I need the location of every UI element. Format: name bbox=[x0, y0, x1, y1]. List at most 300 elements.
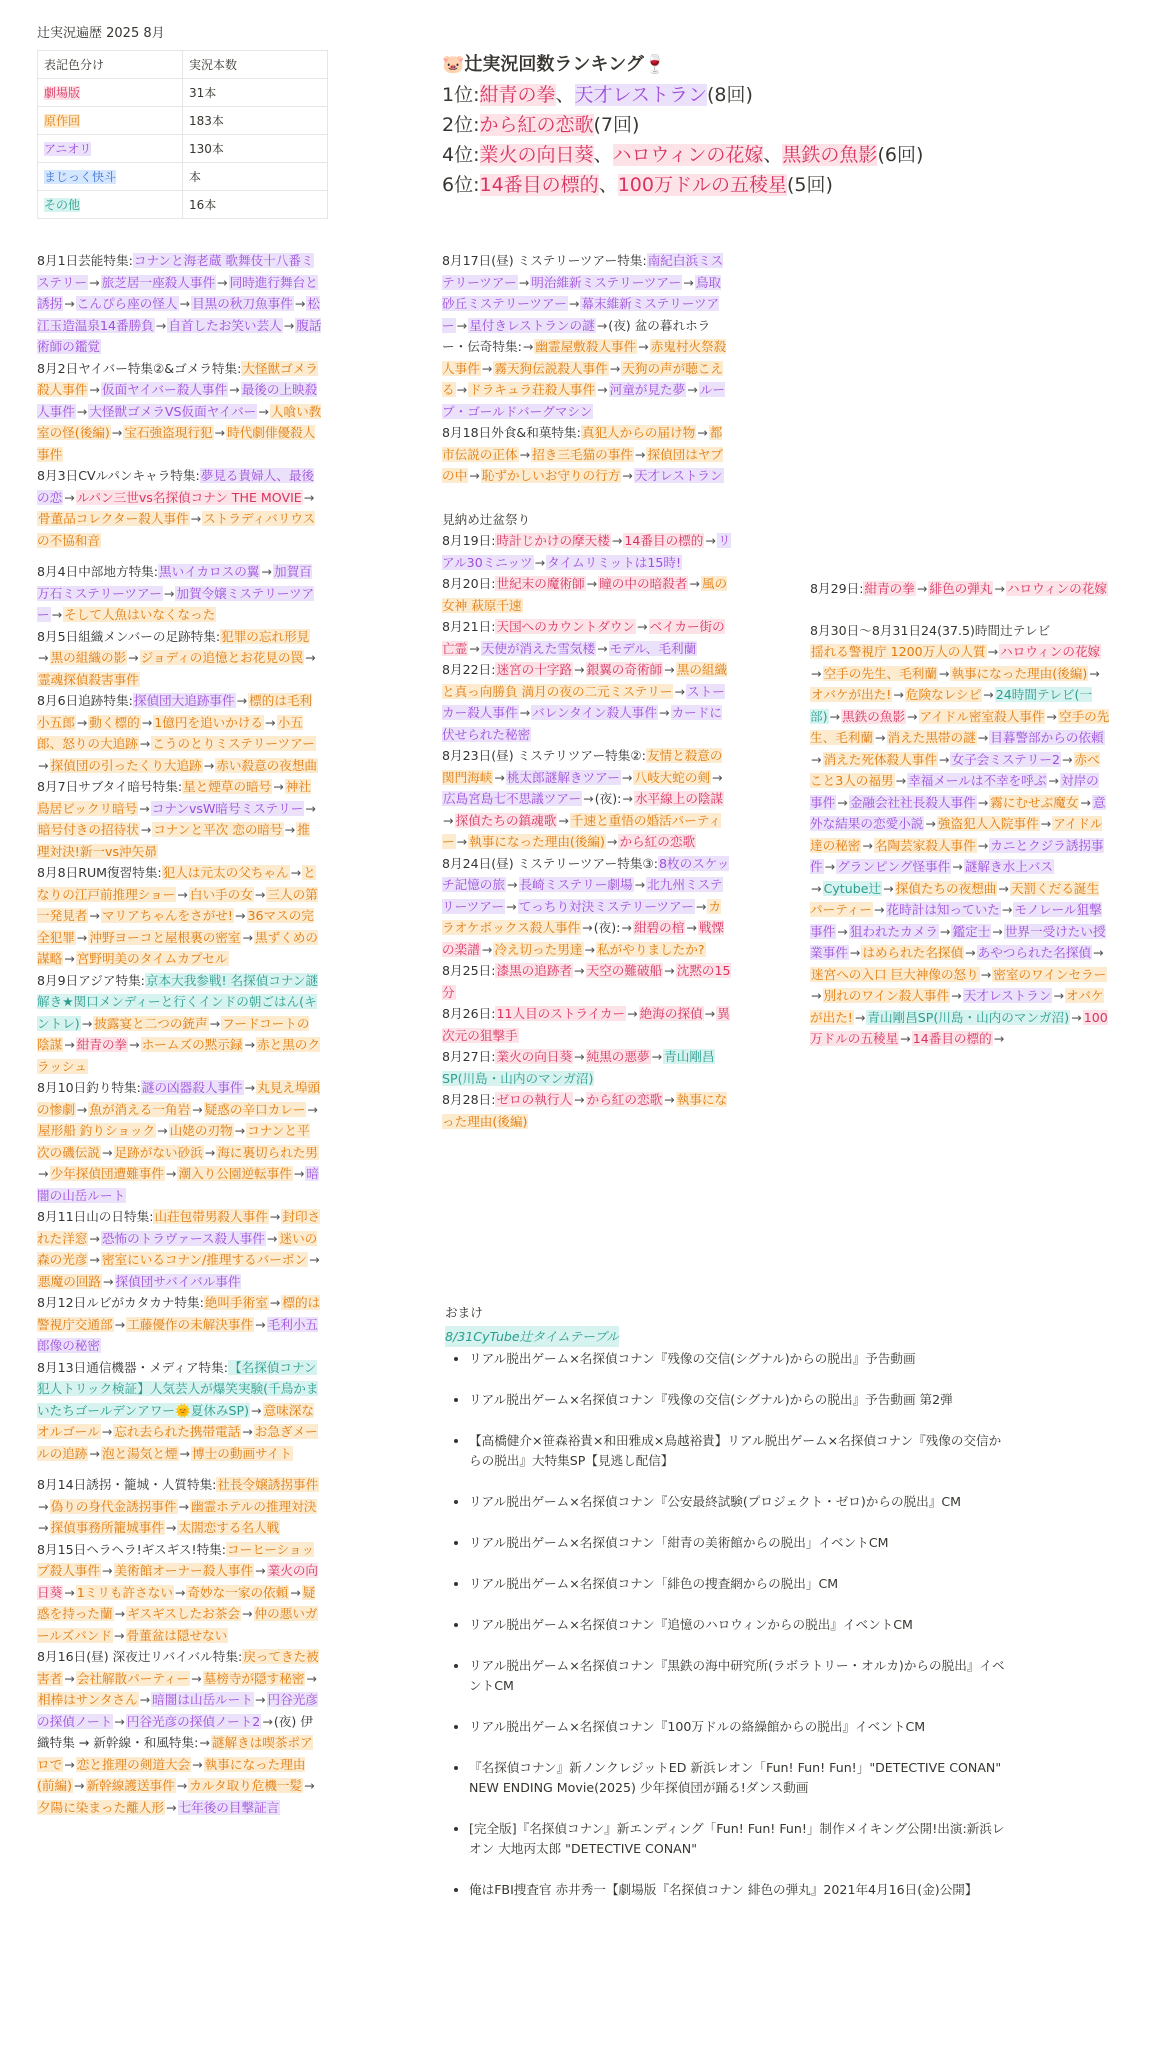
episode-title: 疑惑の辛口カレー bbox=[204, 1101, 306, 1117]
video-link[interactable]: • [完全版]『名探偵コナン』新エンディング「Fun! Fun! Fun!」制作メイキング公開!出演:新浜レオン 大地丙太郎 "DETECTIVE CONAN" bbox=[469, 1819, 1005, 1859]
episode-title: 友情と殺意の関門海峡 bbox=[442, 748, 723, 785]
episode-title: 8枚のスケッチ記憶の旅 bbox=[442, 855, 730, 892]
arrow: → bbox=[469, 468, 480, 483]
episode-title: 天使が消えた雪気楼 bbox=[481, 640, 596, 656]
arrow: → bbox=[304, 1778, 315, 1793]
episode-title: 太閤恋する名人戦 bbox=[178, 1520, 280, 1535]
arrow: → bbox=[244, 1037, 255, 1052]
episode-title: 松江玉造温泉14番勝負 bbox=[37, 296, 320, 333]
episode-title: 自首したお笑い芸人 bbox=[168, 317, 282, 333]
arrow: → bbox=[114, 1606, 126, 1621]
arrow: → bbox=[139, 1692, 151, 1707]
episode-title: 暗闇は山岳ルート bbox=[152, 1692, 253, 1707]
day-entry bbox=[37, 561, 322, 626]
arrow: → bbox=[811, 751, 822, 767]
episode-title: 1億円を追いかける bbox=[154, 714, 264, 730]
episode-title: 霊魂探偵殺害事件 bbox=[38, 671, 139, 687]
ranking-text: (5回) bbox=[786, 174, 833, 196]
legend-row bbox=[38, 191, 328, 219]
episode-title: アイドル達の秘密 bbox=[810, 816, 1103, 853]
episode-title: 迷宮への入口 巨大神像の怒り bbox=[811, 966, 979, 982]
arrow: → bbox=[262, 1713, 273, 1729]
episode-title: 博士の動画サイト bbox=[192, 1445, 292, 1461]
arrow: → bbox=[89, 1230, 100, 1246]
arrow: → bbox=[139, 736, 151, 751]
episode-title: 人喰い教室の怪(後編) bbox=[37, 403, 322, 440]
video-link[interactable]: • リアル脱出ゲーム×名探偵コナン『公安最終試験(プロジェクト・ゼロ)からの脱出』CM bbox=[469, 1492, 1005, 1512]
episode-title: タイムリミットは15時! bbox=[547, 554, 682, 570]
section-heading: 8月30日〜8月31日24(37.5)時間辻テレビ bbox=[810, 622, 1051, 638]
arrow: → bbox=[290, 865, 302, 880]
arrow: → bbox=[234, 1123, 246, 1138]
day-label: 8月23日(昼) ミステリツアー特集②: bbox=[442, 748, 646, 763]
episode-title: 目黒の秋刀魚事件 bbox=[192, 296, 293, 311]
episode-title: 迷いの森の光彦 bbox=[37, 1230, 318, 1267]
day-entry bbox=[37, 465, 322, 551]
episode-title: 犯人は元太の父ちゃん bbox=[162, 865, 289, 880]
omake-section bbox=[445, 1302, 1005, 1921]
episode-title: 悪魔の回路 bbox=[38, 1273, 101, 1289]
arrow: → bbox=[695, 898, 707, 914]
episode-title: 白い手の女 bbox=[189, 886, 253, 902]
episode-title: 仮面ヤイバー殺人事件 bbox=[101, 382, 228, 397]
arrow: → bbox=[481, 941, 493, 957]
omake-subtitle: 8/31CyTube辻タイムテーブル bbox=[445, 1326, 619, 1348]
arrow: → bbox=[609, 360, 621, 376]
episode-title: 八岐大蛇の剣 bbox=[634, 769, 711, 785]
arrow: → bbox=[683, 274, 694, 290]
day-entry bbox=[442, 745, 732, 853]
arrow: → bbox=[283, 317, 295, 333]
episode-title: 黒ずくめの謀略 bbox=[37, 929, 318, 966]
arrow: → bbox=[157, 1123, 168, 1138]
episode-title: 小五郎、怒りの大追跡 bbox=[37, 714, 303, 751]
episode-title: 意外な結果の恋愛小説 bbox=[810, 794, 1106, 831]
arrow: → bbox=[114, 1713, 125, 1729]
day-label: 8月1日芸能特集: bbox=[37, 253, 133, 268]
episode-title: オバケが出た! bbox=[811, 687, 892, 702]
day-label: 8月7日サブタイ暗号特集: bbox=[37, 779, 183, 794]
episode-title: 霧にむせぶ魔女 bbox=[990, 794, 1079, 810]
episode-title: 私がやりましたか? bbox=[597, 941, 705, 957]
episode-title: 執事になった理由(後編) bbox=[469, 834, 605, 849]
ranking-line bbox=[442, 140, 923, 170]
arrow: → bbox=[204, 1144, 216, 1160]
day-label: (夜) 伊織特集 → 新幹線・和風特集: bbox=[37, 1713, 313, 1750]
episode-title: 恋と推理の剣道大会 bbox=[76, 1756, 191, 1772]
arrow: → bbox=[705, 533, 716, 548]
day-label: (夜) 盆の暮れホラー・伝奇特集: bbox=[442, 317, 711, 354]
arrow: → bbox=[1093, 945, 1104, 960]
episode-title: オバケが出た! bbox=[810, 988, 1104, 1025]
video-link[interactable]: • リアル脱出ゲーム×名探偵コナン『黒鉄の海中研究所(ラボラトリー・オルカ)からの脱出』イベントCM bbox=[469, 1656, 1005, 1696]
arrow: → bbox=[89, 908, 100, 923]
episode-title: 消えた死体殺人事件 bbox=[823, 751, 937, 767]
episode-title: 幽霊ホテルの推理対決 bbox=[191, 1498, 317, 1514]
ranking-title-entry: 14番目の標的 bbox=[479, 174, 599, 196]
arrow: → bbox=[229, 382, 240, 397]
day-entry bbox=[37, 1077, 322, 1206]
episode-title: 異次元の狙撃手 bbox=[442, 1006, 730, 1043]
episode-title: コナンと海老蔵 歌舞伎十八番ミステリー bbox=[37, 253, 314, 290]
arrow: → bbox=[176, 1778, 188, 1793]
episode-title: ゼロの執行人 bbox=[496, 1092, 573, 1107]
day-entry bbox=[37, 1206, 322, 1292]
arrow: → bbox=[1048, 773, 1059, 788]
episode-title: 探偵たちの鎮魂歌 bbox=[455, 812, 557, 828]
episode-title: 別れのワイン殺人事件 bbox=[823, 988, 950, 1003]
arrow: → bbox=[191, 1670, 202, 1686]
arrow: → bbox=[664, 963, 675, 978]
arrow: → bbox=[140, 822, 152, 837]
episode-title: 三人の第一発見者 bbox=[37, 886, 318, 923]
arrow: → bbox=[242, 1424, 253, 1439]
ranking-line bbox=[442, 110, 923, 140]
episode-title: フードコートの陰謀 bbox=[37, 1015, 310, 1052]
arrow: → bbox=[38, 757, 49, 773]
episode-title: 意味深なオルゴール bbox=[37, 1402, 314, 1439]
arrow: → bbox=[925, 816, 936, 831]
episode-title: 危険なレシピ bbox=[905, 687, 982, 702]
episode-title: 新幹線護送事件 bbox=[86, 1778, 175, 1793]
day-label: 8月10日釣り特集: bbox=[37, 1080, 141, 1095]
arrow: → bbox=[952, 859, 963, 874]
episode-title: 黒の組織と真っ向勝負 満月の夜の二元ミステリー bbox=[442, 662, 728, 699]
ranking-title: 🐷辻実況回数ランキング🍷 bbox=[442, 54, 667, 75]
ranking-text: 6位: bbox=[442, 174, 480, 196]
arrow: → bbox=[506, 898, 517, 914]
arrow: → bbox=[704, 1006, 716, 1021]
arrow: → bbox=[165, 1799, 177, 1815]
episode-title: 山姥の刃物 bbox=[169, 1123, 233, 1138]
day-label: 8月19日: bbox=[442, 533, 496, 548]
day-label: 8月21日: bbox=[442, 619, 496, 634]
episode-title: 【名探偵コナン犯人トリック検証】人気芸人が爆笑実験(千鳥かまいたちゴールデンアワー🌞夏休みSP) bbox=[37, 1359, 319, 1418]
episode-title: はめられた名探偵 bbox=[862, 945, 964, 960]
day-label: 8月16日(昼) 深夜辻リバイバル特集: bbox=[37, 1649, 243, 1664]
episode-title: 恐怖のトラヴァース殺人事件 bbox=[101, 1230, 265, 1246]
arrow: → bbox=[456, 834, 468, 849]
day-label: 8月24日(昼) ミステリーツアー特集③: bbox=[442, 855, 658, 871]
episode-title: お急ぎメールの追跡 bbox=[37, 1424, 318, 1461]
episode-title: 密室のワインセラー bbox=[993, 966, 1107, 982]
day-entry bbox=[37, 970, 322, 1078]
episode-title: 探偵団はヤブの中 bbox=[442, 446, 723, 483]
arrow: → bbox=[192, 1101, 203, 1117]
day-entry bbox=[810, 620, 1110, 1050]
arrow: → bbox=[634, 446, 646, 462]
arrow: → bbox=[192, 1756, 203, 1772]
episode-title: 腹話術師の鑑覚 bbox=[37, 317, 322, 354]
day-entry bbox=[37, 1646, 322, 1818]
episode-title: 天空の難破船 bbox=[586, 963, 663, 978]
episode-title: 消えた黒帯の謎 bbox=[887, 730, 976, 745]
arrow: → bbox=[38, 1498, 49, 1514]
column-2 bbox=[442, 250, 732, 1132]
arrow: → bbox=[255, 1563, 266, 1578]
episode-title: カラオケボックス殺人事件 bbox=[442, 898, 721, 935]
episode-title: 疑惑を持った蘭 bbox=[37, 1584, 316, 1621]
legend-row bbox=[38, 79, 328, 107]
arrow: → bbox=[165, 1520, 177, 1535]
episode-title: 強盗犯人入院事件 bbox=[937, 816, 1039, 831]
arrow: → bbox=[574, 1049, 585, 1064]
arrow: → bbox=[242, 929, 254, 945]
episode-title: コーヒーショップ殺人事件 bbox=[37, 1541, 315, 1578]
day-entry bbox=[37, 358, 322, 466]
episode-title: 北九州ミステリーツアー bbox=[442, 877, 723, 914]
arrow: → bbox=[664, 662, 675, 677]
ranking-title-entry: 100万ドルの五稜星 bbox=[617, 174, 787, 196]
video-link[interactable]: • 俺はFBI捜査官 赤井秀一【劇場版『名探偵コナン 緋色の弾丸』2021年4月16日(金)公開】 bbox=[469, 1880, 1005, 1900]
ranking-title-entry: 紺青の拳 bbox=[479, 84, 556, 106]
ranking-line bbox=[442, 80, 923, 110]
episode-title: 36マスの完全犯罪 bbox=[37, 908, 314, 945]
day-entry bbox=[442, 573, 732, 616]
arrow: → bbox=[309, 1252, 320, 1267]
episode-title: 天狗の声が聴こえる bbox=[442, 360, 723, 397]
arrow: → bbox=[234, 908, 246, 923]
video-link[interactable]: • リアル脱出ゲーム×名探偵コナン『100万ドルの絡繰館からの脱出』イベントCM bbox=[469, 1717, 1005, 1737]
episode-title: 世界一受けたい授業事件 bbox=[810, 923, 1106, 960]
arrow: → bbox=[1040, 816, 1052, 831]
day-label: 8月18日外食&和菓特集: bbox=[442, 425, 581, 440]
episode-title: 骨董盆は隠せない bbox=[126, 1627, 228, 1643]
episode-title: そして人魚はいなくなった bbox=[64, 607, 216, 622]
arrow: → bbox=[938, 751, 950, 767]
episode-title: 千速と重悟の婚活パーティー bbox=[442, 812, 721, 849]
episode-title: 迷宮の十字路 bbox=[496, 662, 573, 677]
episode-title: 時計じかけの摩天楼 bbox=[496, 533, 610, 548]
episode-title: 緋色の弾丸 bbox=[929, 581, 993, 596]
episode-title: 空手の先生、毛利蘭 bbox=[810, 708, 1110, 745]
arrow: → bbox=[907, 708, 918, 724]
arrow: → bbox=[674, 683, 686, 699]
episode-title: 黒いイカロスの翼 bbox=[159, 564, 260, 579]
video-link[interactable]: • リアル脱出ゲーム×名探偵コナン『追憶のハロウィンからの脱出』イベントCM bbox=[469, 1615, 1005, 1635]
column-1 bbox=[37, 250, 322, 1818]
day-entry bbox=[37, 1292, 322, 1357]
arrow: → bbox=[951, 988, 962, 1003]
episode-title: ループ・ゴールドバーグマシン bbox=[442, 382, 725, 419]
ranking-title-entry: から紅の恋歌 bbox=[479, 114, 594, 136]
arrow: → bbox=[255, 1316, 266, 1332]
arrow: → bbox=[177, 886, 188, 902]
episode-title: アイドル密室殺人事件 bbox=[919, 708, 1045, 724]
episode-title: 七年後の目撃証言 bbox=[178, 1799, 280, 1815]
episode-title: 夢見る貴婦人、最後の恋 bbox=[37, 468, 315, 505]
episode-title: ギスギスしたお茶会 bbox=[127, 1606, 240, 1621]
episode-title: 海に裏切られた男 bbox=[217, 1144, 318, 1160]
ranking-title-entry: 天才レストラン bbox=[574, 84, 707, 106]
arrow: → bbox=[214, 425, 226, 440]
day-entry bbox=[37, 1539, 322, 1647]
arrow: → bbox=[269, 1209, 281, 1224]
video-link[interactable]: • 【高橋健介×笹森裕貴×和田雅成×鳥越裕貴】リアル脱出ゲーム×名探偵コナン『残像の交信からの脱出』大特集SP【見逃し配信】 bbox=[469, 1431, 1005, 1471]
episode-title: こうのとりミステリーツアー bbox=[152, 736, 315, 751]
episode-title: 14番目の標的 bbox=[912, 1031, 992, 1046]
episode-title: 業火の向日葵 bbox=[496, 1049, 573, 1064]
arrow: → bbox=[992, 923, 1003, 939]
day-label: 8月12日ルビがカタカナ特集: bbox=[37, 1295, 204, 1310]
arrow: → bbox=[51, 607, 63, 622]
arrow: → bbox=[294, 296, 306, 311]
arrow: → bbox=[977, 837, 989, 853]
arrow: → bbox=[659, 705, 670, 720]
day-label: 8月15日ヘラヘラ!ギスギス!特集: bbox=[37, 1541, 226, 1557]
arrow: → bbox=[174, 1584, 186, 1600]
ranking-text: 4位: bbox=[442, 144, 480, 166]
arrow: → bbox=[305, 800, 316, 816]
ranking bbox=[442, 50, 923, 200]
ranking-title-entry: 黒鉄の魚影 bbox=[782, 144, 878, 166]
episode-title: 天才レストラン bbox=[634, 468, 723, 483]
arrow: → bbox=[190, 511, 202, 526]
episode-title: 水平線上の陰謀 bbox=[634, 791, 724, 806]
episode-title: カードに伏せられた秘密 bbox=[442, 705, 722, 742]
arrow: → bbox=[837, 923, 848, 939]
arrow: → bbox=[1001, 902, 1013, 917]
episode-title: 戻ってきた被害者 bbox=[37, 1649, 319, 1686]
episode-title: 工藤優作の未解決事件 bbox=[127, 1316, 254, 1332]
arrow: → bbox=[621, 769, 633, 785]
episode-title: こんぴら座の怪人 bbox=[76, 296, 178, 311]
episode-title: 骨董品コレクター殺人事件 bbox=[38, 511, 189, 526]
episode-title: 京本大我参戦! 名探偵コナン謎解き★関口メンディーと行くインドの朝ごはん(キントレ) bbox=[37, 972, 319, 1031]
video-link[interactable]: • リアル脱出ゲーム×名探偵コナン「紺青の美術館からの脱出」イベントCM bbox=[469, 1533, 1005, 1553]
arrow: → bbox=[983, 687, 994, 702]
arrow: → bbox=[582, 920, 593, 935]
arrow: → bbox=[829, 708, 841, 724]
episode-title: 忘れ去られた携帯電話 bbox=[114, 1424, 241, 1439]
legend-count: 16本 bbox=[183, 191, 328, 219]
arrow: → bbox=[977, 730, 989, 745]
episode-title: ドラキュラ荘殺人事件 bbox=[469, 382, 596, 397]
day-label: 8月11日山の日特集: bbox=[37, 1209, 154, 1224]
episode-title: 絶海の探偵 bbox=[639, 1006, 703, 1021]
episode-title: 空手の先生、毛利蘭 bbox=[823, 665, 937, 681]
arrow: → bbox=[1053, 988, 1065, 1003]
arrow: → bbox=[651, 1049, 663, 1064]
arrow: → bbox=[113, 1627, 125, 1643]
episode-title: 標的は警視庁交通部 bbox=[37, 1295, 321, 1332]
episode-title: 銀翼の奇術師 bbox=[586, 662, 663, 677]
video-link[interactable]: • リアル脱出ゲーム×名探偵コナン『残像の交信(シグナル)からの脱出』予告動画 bbox=[469, 1349, 1005, 1369]
episode-title: 紺碧の棺 bbox=[633, 920, 685, 935]
episode-title: 暗闇の山岳ルート bbox=[37, 1166, 319, 1203]
omake-title: おまけ bbox=[445, 1305, 483, 1320]
episode-title: 幽霊屋敷殺人事件 bbox=[535, 339, 637, 354]
column-3 bbox=[810, 578, 1110, 1050]
video-link[interactable]: • リアル脱出ゲーム×名探偵コナン「緋色の捜査網からの脱出」CM bbox=[469, 1574, 1005, 1594]
episode-title: 天罰くだる誕生パーティー bbox=[810, 880, 1100, 917]
episode-title: 黒の組織の影 bbox=[50, 650, 127, 665]
arrow: → bbox=[155, 317, 167, 333]
day-label: 8月14日誘拐・籠城・人質特集: bbox=[37, 1477, 217, 1492]
arrow: → bbox=[596, 317, 608, 333]
arrow: → bbox=[519, 446, 531, 462]
arrow: → bbox=[606, 834, 618, 849]
legend-color-label: まじっく快斗 bbox=[44, 170, 117, 184]
episode-title: 探偵たちの夜想曲 bbox=[895, 880, 997, 896]
arrow: → bbox=[1080, 794, 1091, 810]
arrow: → bbox=[939, 923, 951, 939]
arrow: → bbox=[89, 1252, 100, 1267]
episode-title: 最後の上映殺人事件 bbox=[37, 382, 318, 419]
episode-title: 探偵団サバイバル事件 bbox=[115, 1273, 241, 1289]
arrow: → bbox=[574, 1092, 585, 1107]
legend-color-label: 原作回 bbox=[44, 114, 81, 128]
episode-title: 大怪獣ゴメラVS仮面ヤイバー bbox=[89, 403, 257, 419]
arrow: → bbox=[261, 564, 272, 579]
video-link[interactable]: • 『名探偵コナン』新ノンクレジットED 新浜レオン「Fun! Fun! Fun!」"DETECTIVE CONAN" NEW ENDING Movie(2025) 少年探偵団が踊る!ダンス動画 bbox=[469, 1758, 1005, 1798]
episode-title: 女子会ミステリー2 bbox=[951, 751, 1060, 767]
episode-title: コナンと平次 恋の暗号 bbox=[153, 822, 283, 837]
arrow: → bbox=[64, 1756, 75, 1772]
arrow: → bbox=[456, 317, 468, 333]
episode-title: 目暮警部からの依頼 bbox=[990, 730, 1104, 745]
day-entry bbox=[37, 250, 322, 358]
arrow: → bbox=[209, 1015, 221, 1031]
episode-title: カルタ取り危機一髪 bbox=[189, 1778, 303, 1793]
arrow: → bbox=[251, 1402, 262, 1418]
arrow: → bbox=[584, 941, 596, 957]
episode-title: 11人目のストライカー bbox=[496, 1006, 626, 1021]
episode-title: 旅芝居一座殺人事件 bbox=[101, 274, 216, 290]
episode-title: ジョディの追憶とお花見の罠 bbox=[140, 650, 304, 665]
arrow: → bbox=[494, 769, 505, 785]
episode-title: 広島宮島七不思議ツアー bbox=[443, 791, 582, 806]
day-label: 8月25日: bbox=[442, 963, 496, 978]
ranking-text: 、 bbox=[555, 84, 575, 106]
episode-title: 山荘包帯男殺人事件 bbox=[154, 1209, 268, 1224]
day-entry bbox=[442, 616, 732, 659]
arrow: → bbox=[558, 812, 569, 828]
arrow: → bbox=[254, 886, 266, 902]
episode-title: ハロウィンの花嫁 bbox=[1006, 581, 1107, 596]
arrow: → bbox=[101, 1144, 113, 1160]
episode-title: バレンタイン殺人事件 bbox=[532, 705, 657, 720]
arrow: → bbox=[76, 714, 88, 730]
day-entry bbox=[442, 530, 732, 573]
episode-title: 明治維新ミステリーツアー bbox=[531, 274, 682, 290]
arrow: → bbox=[687, 382, 698, 397]
episode-title: ストラディバリウスの不協和音 bbox=[37, 511, 316, 548]
day-label: 8月3日CVルパンキャラ特集: bbox=[37, 468, 200, 483]
legend-row bbox=[38, 135, 328, 163]
episode-title: 紺青の拳 bbox=[864, 581, 915, 596]
day-entry bbox=[442, 1003, 732, 1046]
arrow: → bbox=[900, 1031, 911, 1046]
ranking-text: 1位: bbox=[442, 84, 480, 106]
arrow: → bbox=[506, 877, 518, 892]
arrow: → bbox=[101, 1424, 113, 1439]
arrow: → bbox=[178, 1498, 190, 1514]
day-entry bbox=[442, 853, 732, 961]
video-link[interactable]: • リアル脱出ゲーム×名探偵コナン『残像の交信(シグナル)からの脱出』予告動画 第2弾 bbox=[469, 1390, 1005, 1410]
arrow: → bbox=[241, 1606, 253, 1621]
arrow: → bbox=[89, 1445, 100, 1461]
ranking-text: 、 bbox=[598, 174, 618, 196]
legend-header-color: 表記色分け bbox=[38, 51, 183, 79]
episode-title: 会社解散パーティー bbox=[76, 1670, 190, 1686]
arrow: → bbox=[89, 274, 100, 290]
episode-title: 謎解きは喫茶ポアロで bbox=[37, 1735, 313, 1772]
day-label: 8月28日: bbox=[442, 1092, 496, 1107]
day-entry bbox=[442, 659, 732, 745]
arrow: → bbox=[697, 425, 708, 440]
arrow: → bbox=[874, 730, 886, 745]
